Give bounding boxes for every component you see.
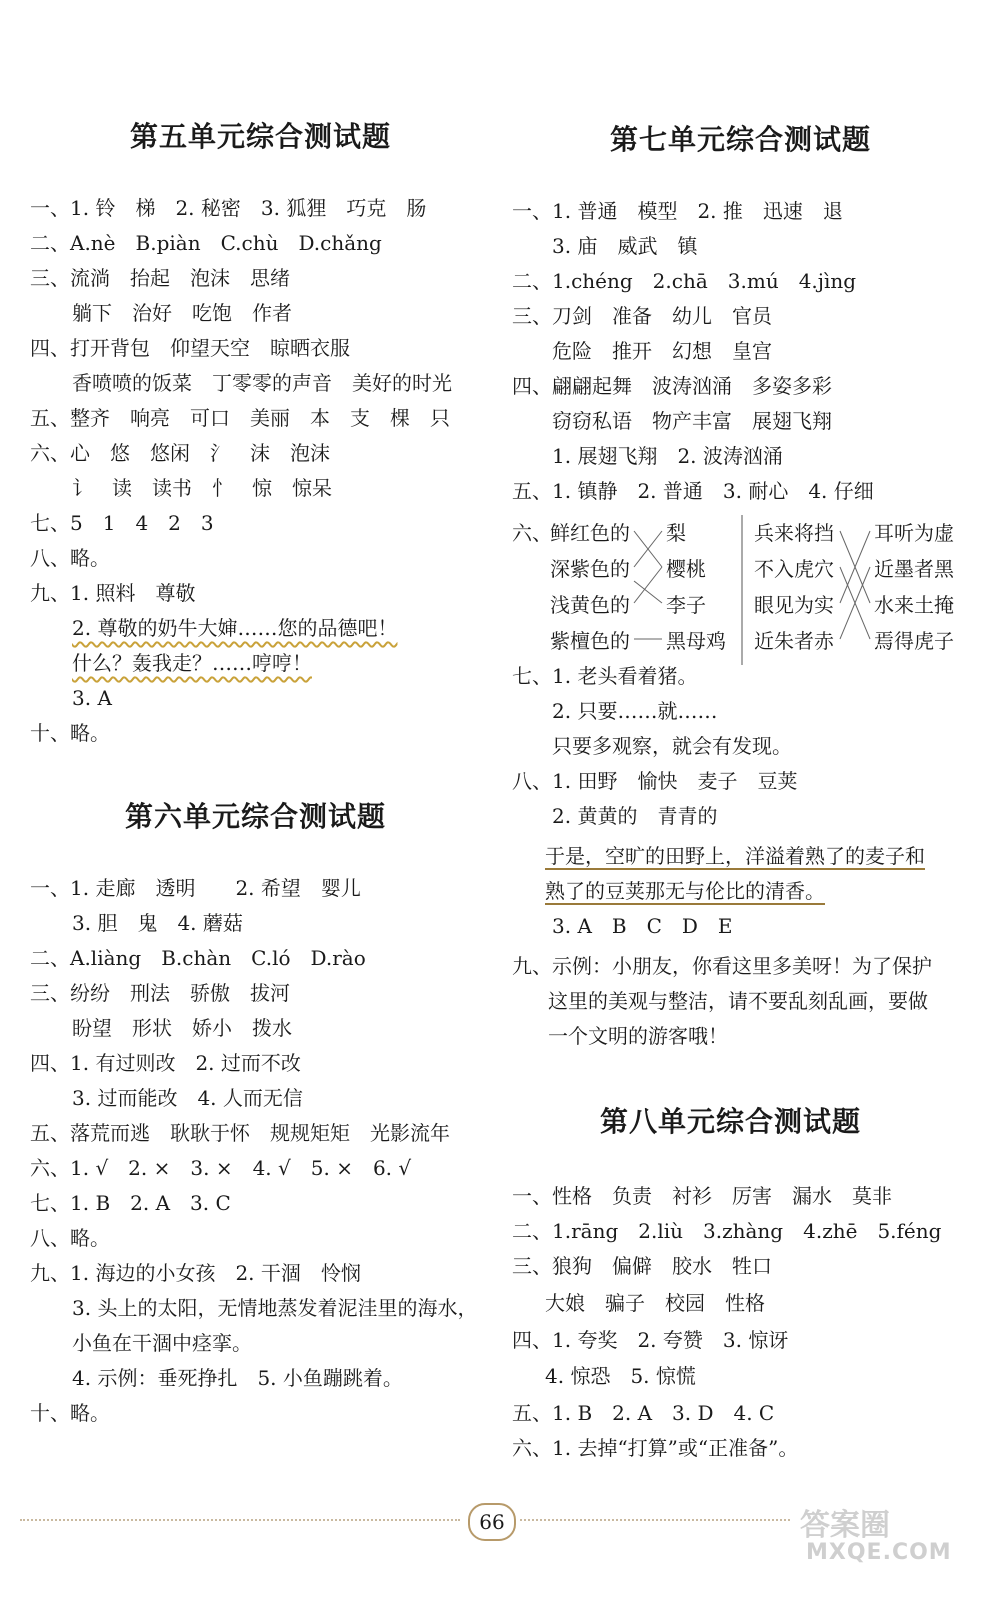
answer-line: 1. 展翅飞翔 2. 波涛汹涌 [552,444,783,468]
answer-line: 2. 黄黄的 青青的 [552,804,718,828]
section-title-unit8: 第八单元综合测试题 [600,1105,862,1138]
answer-line: 大娘 骗子 校园 性格 [545,1291,765,1315]
answer-line-highlighted: 什么？轰我走？……哼哼！ [72,651,312,675]
match-item: 浅黄色的 [550,593,630,617]
answer-line: 六、1. 去掉“打算”或“正准备”。 [512,1436,799,1460]
answer-line: 一、1. 普通 模型 2. 推 迅速 退 [512,199,843,223]
match-item: 兵来将挡 [754,521,834,545]
answer-line: 二、1.rāng 2.liù 3.zhàng 4.zhē 5.féng [512,1219,942,1243]
answer-line: 六、1. √ 2. × 3. × 4. √ 5. × 6. √ [30,1156,412,1180]
answer-line: 3. 过而能改 4. 人而无信 [72,1086,303,1110]
answer-line-highlighted: 2. 尊敬的奶牛大婶……您的品德吧！ [72,616,398,640]
answer-line: 十、略。 [30,1401,110,1425]
match-item: 眼见为实 [754,593,834,617]
answer-line: 3. 头上的太阳，无情地蒸发着泥洼里的海水， [72,1296,478,1320]
match-line [634,567,662,603]
answer-line: 十、略。 [30,721,110,745]
match-item: 黑母鸡 [666,629,726,653]
answer-line: 4. 惊恐 5. 惊慌 [545,1364,696,1388]
answer-line-underlined: 于是，空旷的田野上，洋溢着熟了的麦子和 [545,844,925,868]
answer-line: 香喷喷的饭菜 丁零零的声音 美好的时光 [72,371,452,395]
match-item: 紫檀色的 [550,629,630,653]
answer-line: 3. A [72,686,112,710]
footer-dots-right [520,1519,790,1523]
answer-line: 三、流淌 抬起 泡沫 思绪 [30,266,290,290]
match-label: 六、 [512,521,552,545]
answer-line: 4. 示例：垂死挣扎 5. 小鱼蹦跳着。 [72,1366,403,1390]
answer-line: 小鱼在干涸中痉挛。 [72,1331,252,1355]
match-item: 焉得虎子 [874,629,954,653]
match-item: 耳听为虚 [874,521,954,545]
answer-line: 八、略。 [30,546,110,570]
answer-line: 讠 读 读书 忄 惊 惊呆 [72,476,332,500]
section-title-unit6: 第六单元综合测试题 [125,800,387,833]
section-title-unit5: 第五单元综合测试题 [130,120,392,153]
section-title-unit7: 第七单元综合测试题 [610,123,872,156]
answer-line: 九、1. 照料 尊敬 [30,581,196,605]
answer-line: 只要多观察，就会有发现。 [552,734,792,758]
answer-line: 七、5 1 4 2 3 [30,511,214,535]
answer-line: 危险 推开 幻想 皇宫 [552,339,772,363]
answer-line: 六、心 悠 悠闲 氵 沫 泡沫 [30,441,330,465]
answer-line: 三、刀剑 准备 幼儿 官员 [512,304,772,328]
answer-line: 七、1. B 2. A 3. C [30,1191,231,1215]
answer-line: 四、打开背包 仰望天空 晾晒衣服 [30,336,350,360]
answer-line: 盼望 形状 娇小 拨水 [72,1016,292,1040]
match-item: 深紫色的 [550,557,630,581]
answer-line: 八、略。 [30,1226,110,1250]
matching-exercise [512,515,972,665]
answer-line: 一、1. 走廊 透明 2. 希望 婴儿 [30,876,361,900]
answer-line: 五、落荒而逃 耿耿于怀 规规矩矩 光影流年 [30,1121,450,1145]
answer-line: 七、1. 老头看着猪。 [512,664,698,688]
match-item: 鲜红色的 [550,521,630,545]
answer-line: 四、1. 有过则改 2. 过而不改 [30,1051,301,1075]
answer-line: 3. A B C D E [552,914,733,938]
match-item: 樱桃 [666,557,706,581]
answer-line: 躺下 治好 吃饱 作者 [72,301,292,325]
footer-dots-left [20,1519,460,1523]
answer-line: 五、1. 镇静 2. 普通 3. 耐心 4. 仔细 [512,479,874,503]
answer-line: 九、1. 海边的小女孩 2. 干涸 怜悯 [30,1261,361,1285]
match-item: 李子 [666,593,706,617]
answer-line: 一、1. 铃 梯 2. 秘密 3. 狐狸 巧克 肠 [30,196,427,220]
answer-line: 2. 只要……就…… [552,699,718,723]
answer-line: 五、1. B 2. A 3. D 4. C [512,1401,775,1425]
watermark-logo: 答案圈 [800,1508,890,1543]
answer-line: 九、示例：小朋友，你看这里多美呀！为了保护 [512,954,932,978]
answer-line: 3. 庙 威武 镇 [552,234,698,258]
answer-line: 三、纷纷 刑法 骄傲 拔河 [30,981,290,1005]
answer-line: 窃窃私语 物产丰富 展翅飞翔 [552,409,832,433]
answer-line: 一、性格 负责 衬衫 厉害 漏水 莫非 [512,1184,892,1208]
answer-line: 二、A.liàng B.chàn C.ló D.rào [30,946,366,970]
answer-line: 一个文明的游客哦！ [548,1024,728,1048]
answer-line: 四、翩翩起舞 波涛汹涌 多姿多彩 [512,374,832,398]
answer-line: 这里的美观与整洁，请不要乱刻乱画，要做 [548,989,928,1013]
answer-line: 二、1.chéng 2.chā 3.mú 4.jìng [512,269,857,293]
match-item: 近朱者赤 [754,629,834,653]
answer-line: 三、狼狗 偏僻 胶水 牲口 [512,1254,772,1278]
match-item: 梨 [666,521,686,545]
match-item: 水来土掩 [874,593,954,617]
match-item: 不入虎穴 [754,557,834,581]
answer-line: 二、A.nè B.piàn C.chù D.chǎng [30,231,382,255]
page-number: 66 [468,1503,516,1541]
answer-line: 五、整齐 响亮 可口 美丽 本 支 棵 只 [30,406,450,430]
watermark-url: MXQE.COM [806,1540,952,1565]
match-item: 近墨者黑 [874,557,954,581]
answer-line-underlined: 熟了的豆荚那无与伦比的清香。 [545,879,825,903]
answer-line: 3. 胆 鬼 4. 蘑菇 [72,911,243,935]
answer-line: 八、1. 田野 愉快 麦子 豆荚 [512,769,798,793]
answer-line: 四、1. 夸奖 2. 夸赞 3. 惊讶 [512,1328,789,1352]
